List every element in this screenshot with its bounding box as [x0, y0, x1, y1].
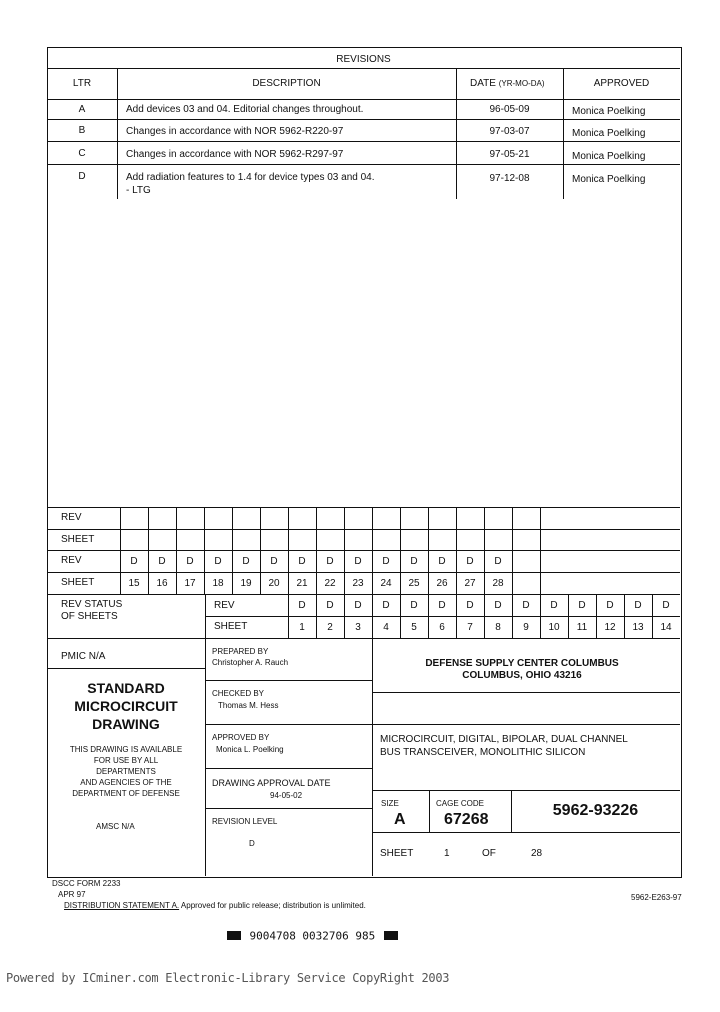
- header-approved: APPROVED: [593, 78, 650, 89]
- availability-line-5: DEPARTMENT OF DEFENSE: [72, 789, 180, 798]
- standard-title-1: STANDARD: [87, 680, 165, 696]
- upper-sheet-cell: 18: [212, 578, 224, 589]
- status-sheet-cell: 3: [355, 622, 361, 633]
- powered-by: Powered by ICminer.com Electronic-Library Service CopyRight 2003: [6, 971, 450, 985]
- prepared-by-label: PREPARED BY: [212, 647, 269, 656]
- approval-date: 94-05-02: [270, 791, 303, 800]
- cage-code: 67268: [444, 811, 489, 828]
- revision-date: 97-05-21: [489, 149, 530, 160]
- availability-line-3: DEPARTMENTS: [96, 767, 156, 776]
- status-rev-cell: D: [606, 600, 614, 611]
- revision-approved: Monica Poelking: [572, 174, 646, 185]
- header-date: [470, 79, 545, 89]
- revision-date: 97-12-08: [489, 173, 530, 184]
- upper-rev-cell: D: [494, 556, 502, 567]
- header-description: DESCRIPTION: [252, 78, 321, 89]
- revision-approved: Monica Poelking: [572, 106, 646, 117]
- upper-sheet-cell: 15: [128, 578, 140, 589]
- upper-rev-label-1: REV: [61, 512, 82, 523]
- upper-rev-cell: D: [438, 556, 446, 567]
- upper-sheet-cell: 17: [184, 578, 196, 589]
- header-date-label: DATE: [470, 78, 496, 89]
- upper-rev-cell: D: [186, 556, 194, 567]
- upper-sheet-cell: 19: [240, 578, 252, 589]
- upper-rev-cell: D: [326, 556, 334, 567]
- upper-sheet-label-1: SHEET: [61, 534, 95, 545]
- approved-by-name: Monica L. Poelking: [216, 745, 284, 754]
- barcode: [227, 927, 398, 941]
- checked-by-name: Thomas M. Hess: [218, 701, 279, 710]
- upper-sheet-cell: 20: [268, 578, 280, 589]
- status-rev-cell: D: [634, 600, 642, 611]
- upper-rev-cell: D: [270, 556, 278, 567]
- revision-level-label: REVISION LEVEL: [212, 817, 278, 826]
- amsc: AMSC N/A: [96, 822, 135, 831]
- status-rev-cell: D: [382, 600, 390, 611]
- availability-line-1: THIS DRAWING IS AVAILABLE: [69, 745, 183, 754]
- revision-ltr: C: [78, 148, 86, 159]
- revision-ltr: A: [78, 104, 86, 115]
- checked-by-label: CHECKED BY: [212, 689, 265, 698]
- barcode-number: 9004708 0032706 985: [249, 929, 376, 943]
- revision-approved: Monica Poelking: [572, 151, 646, 162]
- rev-status-sheet-label: SHEET: [214, 621, 248, 632]
- status-sheet-cell: 13: [632, 622, 644, 633]
- availability-line-4: AND AGENCIES OF THE: [80, 778, 172, 787]
- distribution-text: Approved for public release; distribution is unlimited.: [180, 901, 366, 910]
- rev-status-label-1: REV STATUS: [61, 599, 123, 610]
- barcode-end-mark: [384, 931, 398, 940]
- upper-rev-cell: D: [354, 556, 362, 567]
- barcode-start-mark: [227, 931, 241, 940]
- standard-title-3: DRAWING: [92, 716, 160, 732]
- upper-rev-cell: D: [214, 556, 222, 567]
- upper-sheet-cell: 25: [408, 578, 420, 589]
- upper-rev-cell: D: [242, 556, 250, 567]
- status-rev-cell: D: [494, 600, 502, 611]
- sheet-number: 1: [444, 848, 450, 859]
- status-sheet-cell: 9: [523, 622, 529, 633]
- revision-ltr: D: [78, 171, 86, 182]
- upper-rev-cell: D: [382, 556, 390, 567]
- status-sheet-cell: 8: [495, 622, 501, 633]
- upper-rev-cell: D: [466, 556, 474, 567]
- status-sheet-cell: 10: [548, 622, 560, 633]
- status-sheet-cell: 14: [660, 622, 672, 633]
- approval-date-label: DRAWING APPROVAL DATE: [212, 778, 331, 788]
- status-rev-cell: D: [466, 600, 474, 611]
- size-value: A: [394, 811, 406, 828]
- upper-rev-cell: D: [130, 556, 138, 567]
- upper-sheet-cell: 23: [352, 578, 364, 589]
- upper-rev-cell: D: [298, 556, 306, 567]
- revision-date: 96-05-09: [489, 104, 530, 115]
- status-rev-cell: D: [354, 600, 362, 611]
- upper-sheet-cell: 16: [156, 578, 168, 589]
- status-rev-cell: D: [578, 600, 586, 611]
- upper-sheet-cell: 22: [324, 578, 336, 589]
- revision-description: Changes in accordance with NOR 5962-R220-97: [126, 126, 344, 137]
- availability-line-2: FOR USE BY ALL: [93, 756, 159, 765]
- prepared-by-name: Christopher A. Rauch: [212, 658, 289, 667]
- header-date-format: (YR-MO-DA): [498, 79, 545, 88]
- revision-description: Add radiation features to 1.4 for device types 03 and 04.: [126, 172, 375, 183]
- of-label: OF: [482, 848, 496, 859]
- revision-level: D: [249, 839, 255, 848]
- upper-sheet-cell: 21: [296, 578, 308, 589]
- status-rev-cell: D: [550, 600, 558, 611]
- status-sheet-cell: 6: [439, 622, 445, 633]
- sheet-label: SHEET: [380, 848, 414, 859]
- pmic: PMIC N/A: [61, 651, 106, 662]
- revision-description: Changes in accordance with NOR 5962-R297-97: [126, 149, 344, 160]
- standard-title-2: MICROCIRCUIT: [74, 698, 178, 714]
- form-date: APR 97: [58, 890, 86, 899]
- upper-sheet-cell: 24: [380, 578, 392, 589]
- document-reference: 5962-E263-97: [631, 893, 682, 902]
- header-ltr: LTR: [72, 78, 92, 89]
- drawing-number: 5962-93226: [552, 802, 639, 819]
- agency-name: DEFENSE SUPPLY CENTER COLUMBUS: [425, 658, 619, 669]
- upper-rev-cell: D: [158, 556, 166, 567]
- status-rev-cell: D: [438, 600, 446, 611]
- status-sheet-cell: 11: [576, 622, 588, 633]
- status-sheet-cell: 1: [299, 622, 305, 633]
- approved-by-label: APPROVED BY: [212, 733, 270, 742]
- total-sheets: 28: [531, 848, 543, 859]
- revision-description: Add devices 03 and 04. Editorial changes throughout.: [126, 104, 364, 115]
- upper-rev-label-2: REV: [61, 555, 82, 566]
- revision-approved: Monica Poelking: [572, 128, 646, 139]
- status-rev-cell: D: [410, 600, 418, 611]
- status-rev-cell: D: [326, 600, 334, 611]
- status-rev-cell: D: [298, 600, 306, 611]
- description-line-1: MICROCIRCUIT, DIGITAL, BIPOLAR, DUAL CHANNEL: [380, 734, 628, 745]
- cage-code-label: CAGE CODE: [436, 799, 485, 808]
- revision-date: 97-03-07: [489, 126, 530, 137]
- form-number: DSCC FORM 2233: [52, 879, 121, 888]
- size-label: SIZE: [381, 799, 399, 808]
- status-sheet-cell: 2: [327, 622, 333, 633]
- status-sheet-cell: 4: [383, 622, 389, 633]
- revisions-title: REVISIONS: [336, 54, 391, 65]
- distribution-statement: [64, 902, 366, 910]
- status-sheet-cell: 12: [604, 622, 616, 633]
- status-sheet-cell: 5: [411, 622, 417, 633]
- status-rev-cell: D: [662, 600, 670, 611]
- upper-sheet-label-2: SHEET: [61, 577, 95, 588]
- rev-status-rev-label: REV: [214, 600, 235, 611]
- revision-description-cont: - LTG: [126, 185, 151, 196]
- agency-address: COLUMBUS, OHIO 43216: [462, 670, 582, 681]
- status-rev-cell: D: [522, 600, 530, 611]
- upper-sheet-cell: 27: [464, 578, 476, 589]
- upper-sheet-cell: 28: [492, 578, 504, 589]
- revision-ltr: B: [78, 125, 86, 136]
- description-line-2: BUS TRANSCEIVER, MONOLITHIC SILICON: [380, 747, 586, 758]
- rev-status-label-2: OF SHEETS: [61, 611, 118, 622]
- upper-sheet-cell: 26: [436, 578, 448, 589]
- upper-rev-cell: D: [410, 556, 418, 567]
- distribution-label: DISTRIBUTION STATEMENT A.: [64, 901, 180, 910]
- status-sheet-cell: 7: [467, 622, 473, 633]
